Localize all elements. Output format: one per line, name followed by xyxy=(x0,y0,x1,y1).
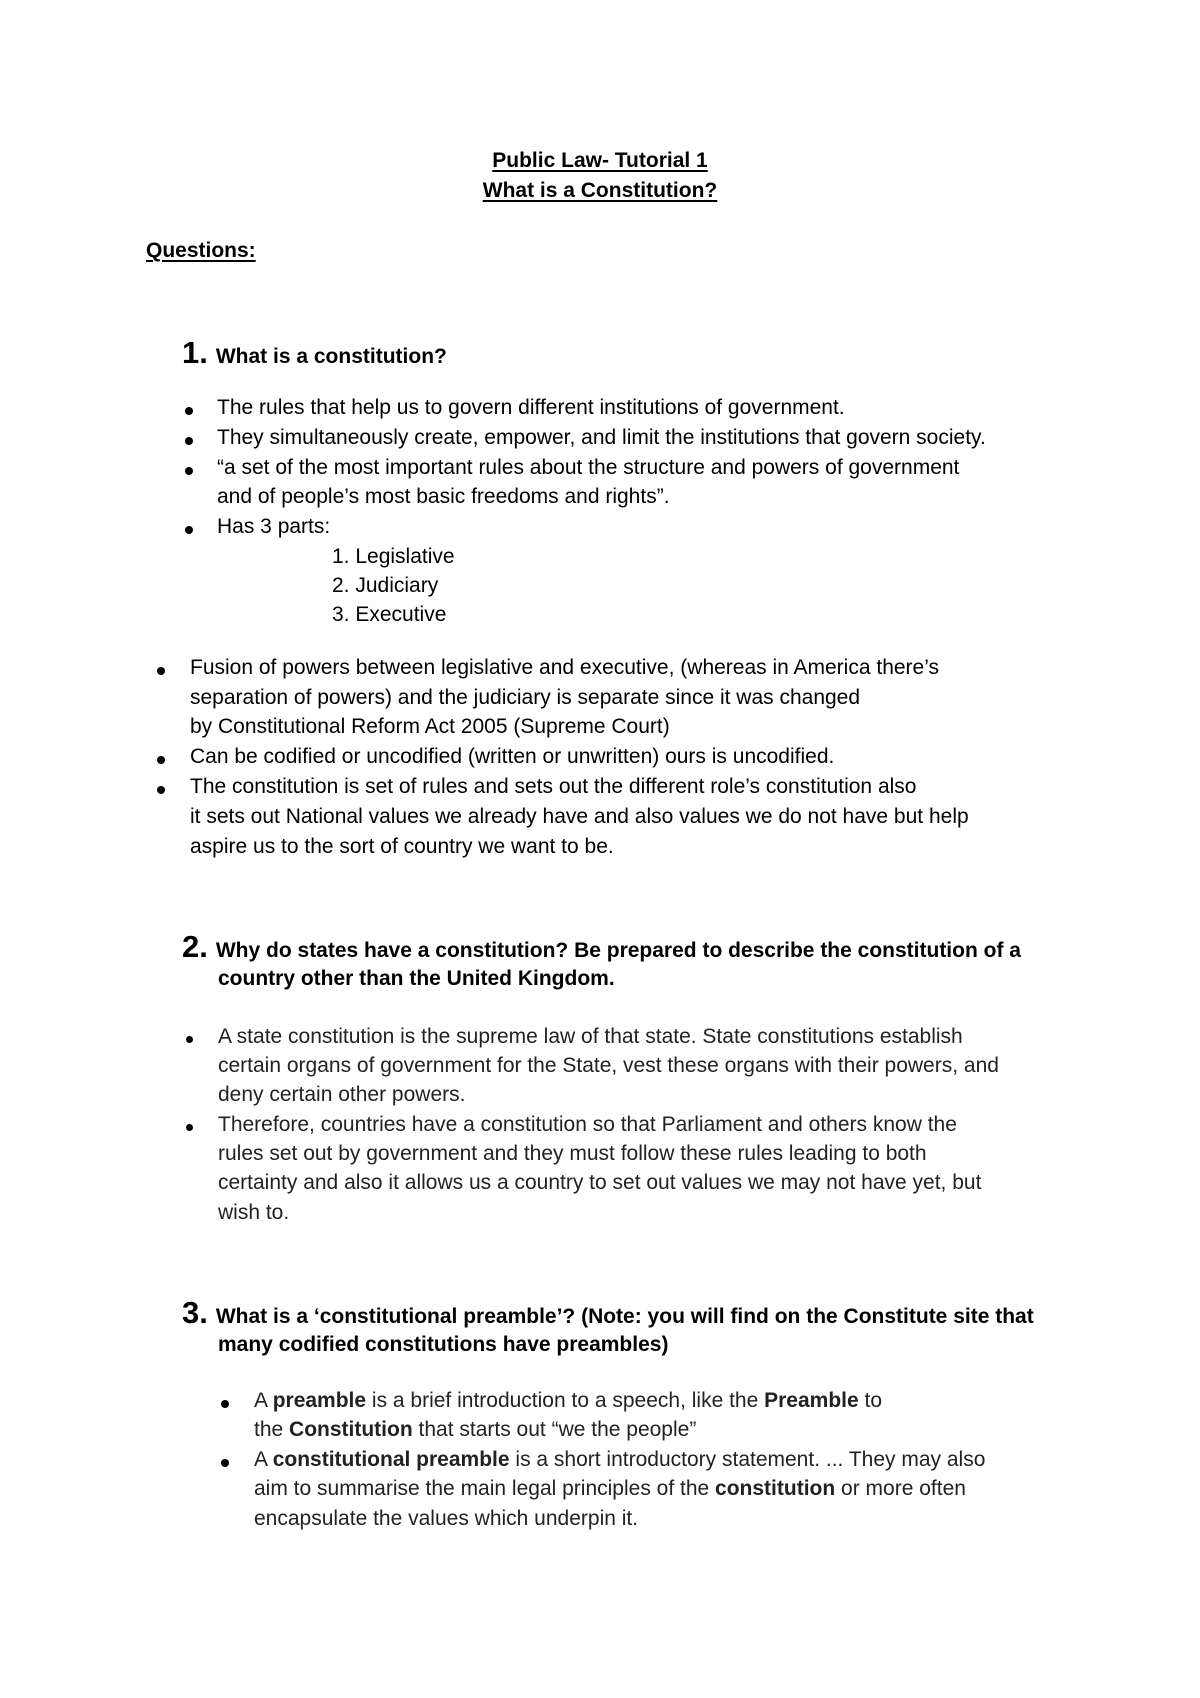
bold-term: constitution xyxy=(715,1477,836,1500)
document-subtitle: What is a Constitution? xyxy=(482,179,718,202)
bullet-icon xyxy=(157,756,165,764)
bullet-icon xyxy=(185,407,193,415)
list-item-continuation xyxy=(254,1417,696,1442)
list-item: Therefore, countries have a constitution so that Parliament and others know the xyxy=(218,1113,957,1136)
text-run: to xyxy=(858,1389,883,1412)
bullet-icon xyxy=(157,667,165,675)
list-item: They simultaneously create, empower, and limit the institutions that govern society. xyxy=(217,426,986,449)
bold-term: constitutional preamble xyxy=(272,1448,510,1471)
list-item-continuation xyxy=(254,1476,966,1501)
bullet-icon xyxy=(185,437,193,445)
question-1 xyxy=(182,334,447,371)
question-text-continuation: country other than the United Kingdom. xyxy=(218,967,615,990)
question-number: 2. xyxy=(182,929,208,964)
part-item: 2. Judiciary xyxy=(332,574,439,597)
list-item-continuation: separation of powers) and the judiciary is separate since it was changed xyxy=(190,686,861,709)
document-title: Public Law- Tutorial 1 xyxy=(492,149,708,172)
list-item xyxy=(254,1388,882,1413)
list-item: Can be codified or uncodified (written or unwritten) ours is uncodified. xyxy=(190,745,835,768)
question-text: What is a ‘constitutional preamble’? (Note: you will find on the Constitute site that xyxy=(215,1305,1034,1328)
question-2 xyxy=(182,928,1021,965)
bullet-icon xyxy=(221,1459,229,1467)
question-number: 1. xyxy=(182,335,208,370)
text-run: or more often xyxy=(835,1477,966,1500)
text-run: aim to summarise the main legal principles of the xyxy=(254,1477,716,1500)
bullet-icon xyxy=(185,467,193,475)
list-item-continuation: it sets out National values we already have and also values we do not have but help xyxy=(190,805,969,828)
list-item: The rules that help us to govern different institutions of government. xyxy=(217,396,845,419)
part-item: 3. Executive xyxy=(332,603,447,626)
list-item-continuation: certain organs of government for the State, vest these organs with their powers, and xyxy=(218,1054,999,1077)
question-text-continuation: many codified constitutions have preambles) xyxy=(218,1333,669,1356)
list-item-continuation: rules set out by government and they must follow these rules leading to both xyxy=(218,1142,927,1165)
text-run: is a brief introduction to a speech, like the xyxy=(366,1389,765,1412)
text-run: A xyxy=(254,1448,273,1471)
bold-term: Constitution xyxy=(289,1418,413,1441)
list-item: The constitution is set of rules and sets out the different role’s constitution also xyxy=(190,775,917,798)
list-item-continuation: certainty and also it allows us a country to set out values we may not have yet, but xyxy=(218,1171,982,1194)
list-item-continuation: encapsulate the values which underpin it. xyxy=(254,1507,639,1530)
text-run: that starts out “we the people” xyxy=(412,1418,697,1441)
bullet-icon xyxy=(221,1400,229,1408)
list-item-continuation: wish to. xyxy=(218,1201,290,1224)
list-item-continuation: and of people’s most basic freedoms and rights”. xyxy=(217,485,670,508)
part-item: 1. Legislative xyxy=(332,545,455,568)
list-item: Fusion of powers between legislative and executive, (whereas in America there’s xyxy=(190,656,940,679)
bullet-icon xyxy=(186,1124,193,1131)
text-run: A xyxy=(254,1389,273,1412)
list-item xyxy=(254,1447,985,1472)
list-item: A state constitution is the supreme law of that state. State constitutions establish xyxy=(218,1025,963,1048)
bullet-icon xyxy=(186,1036,193,1043)
question-3 xyxy=(182,1294,1034,1331)
list-item-continuation: deny certain other powers. xyxy=(218,1083,466,1106)
list-item-continuation: by Constitutional Reform Act 2005 (Supreme Court) xyxy=(190,715,670,738)
question-text: Why do states have a constitution? Be prepared to describe the constitution of a xyxy=(215,939,1021,962)
question-number: 3. xyxy=(182,1295,208,1330)
list-item-continuation: aspire us to the sort of country we want to be. xyxy=(190,835,614,858)
list-item: Has 3 parts: xyxy=(217,515,331,538)
text-run: is a short introductory statement. ... They may also xyxy=(509,1448,986,1471)
bullet-icon xyxy=(157,786,165,794)
question-text: What is a constitution? xyxy=(215,345,447,368)
list-item: “a set of the most important rules about the structure and powers of government xyxy=(217,456,960,479)
section-heading: Questions: xyxy=(146,239,256,262)
bullet-icon xyxy=(185,526,193,534)
text-run: the xyxy=(254,1418,290,1441)
bold-term: Preamble xyxy=(764,1389,859,1412)
bold-term: preamble xyxy=(272,1389,367,1412)
